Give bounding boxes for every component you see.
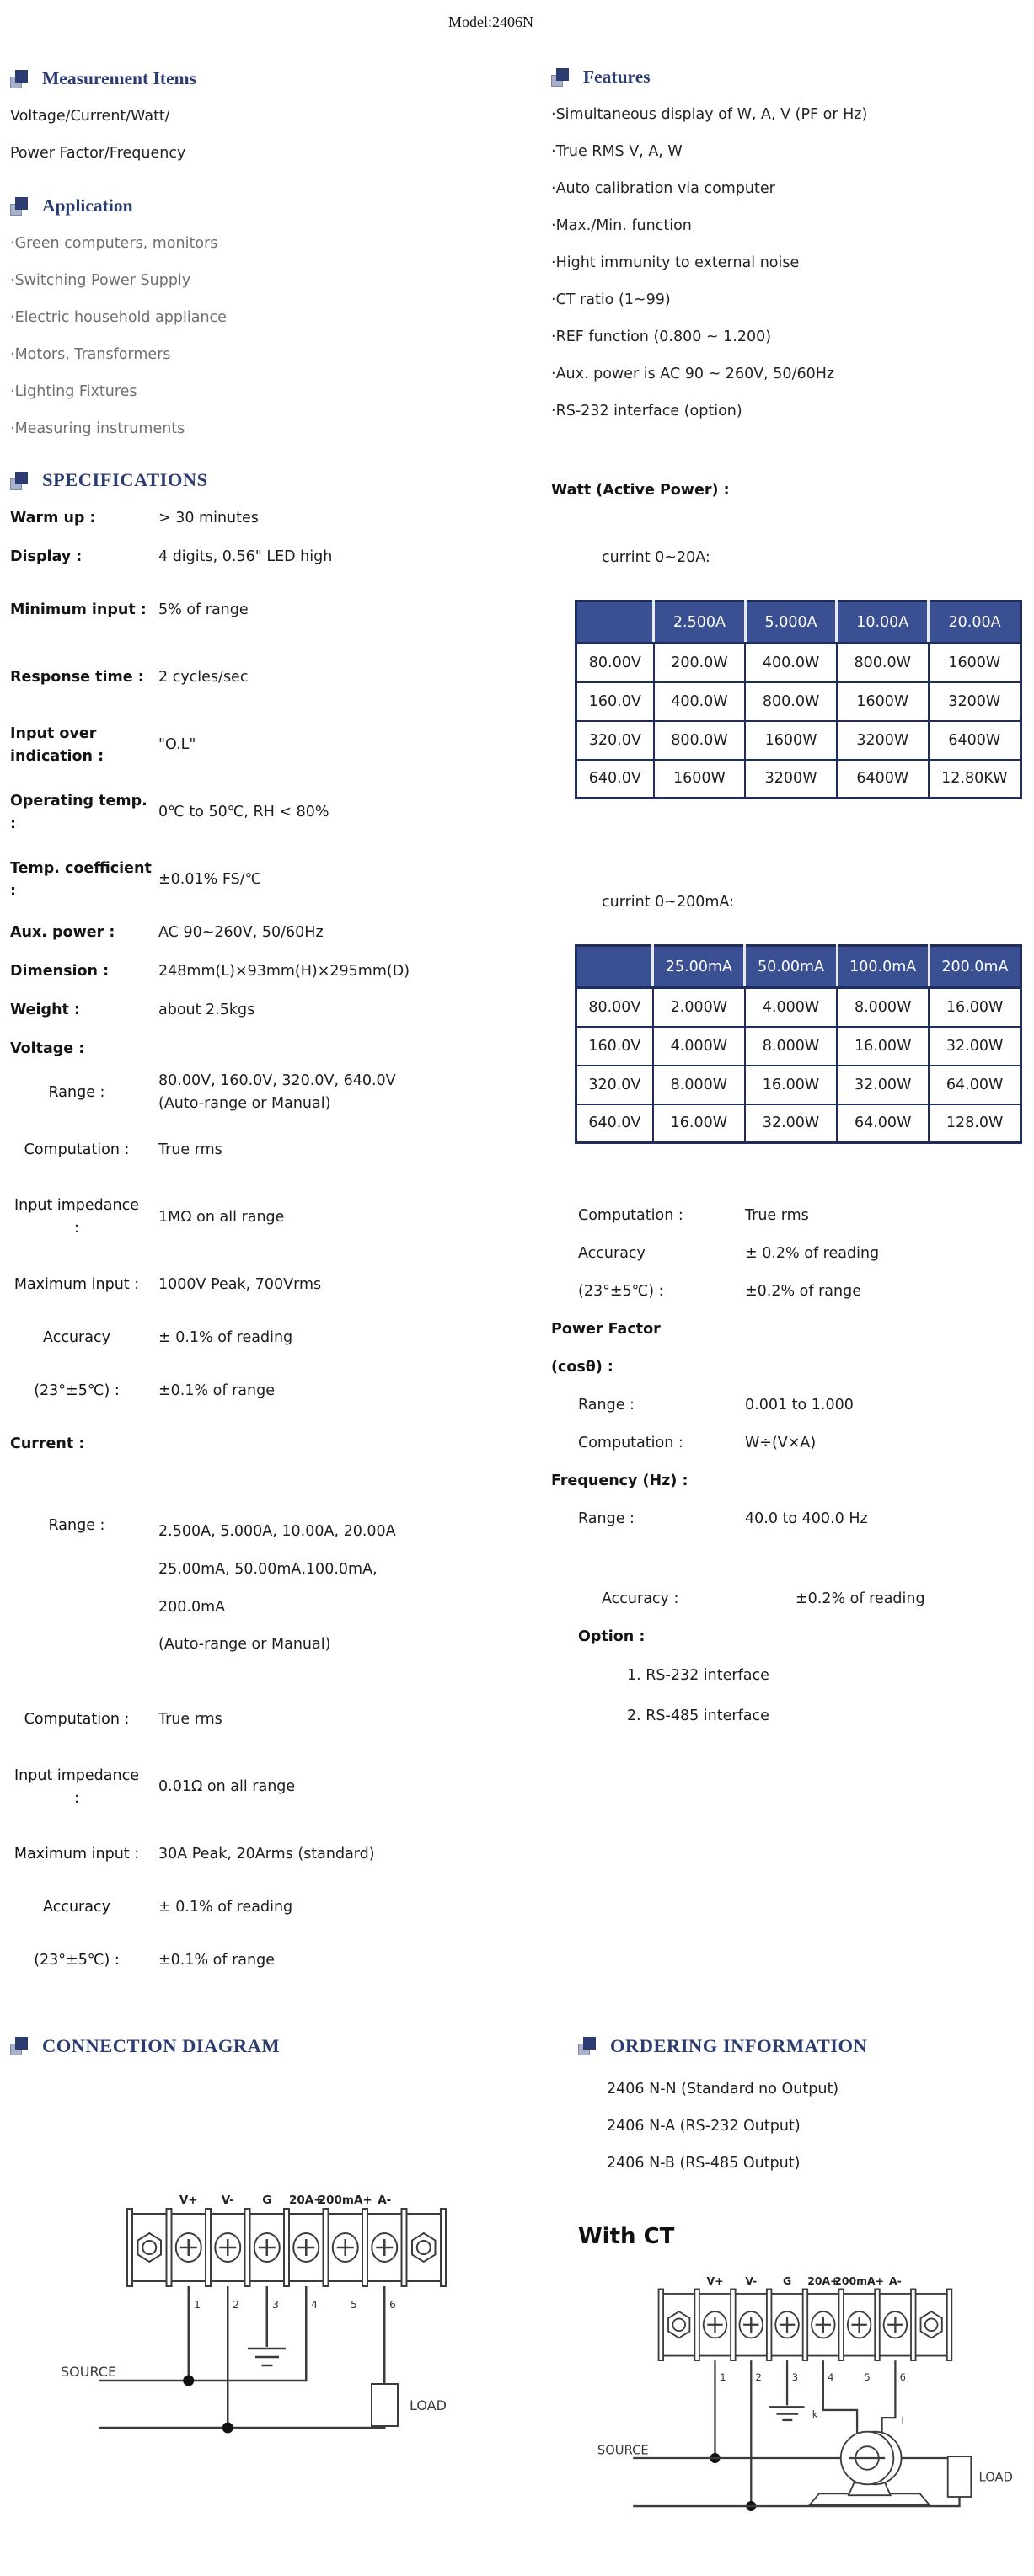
table-header: 20.00A	[929, 601, 1021, 644]
watt-temp-row: (23°±5℃) : ±0.2% of range	[578, 1282, 862, 1300]
table-row: 80.00V 200.0W 400.0W 800.0W 1600W	[576, 644, 1021, 682]
section-square-icon	[10, 471, 29, 490]
ct-transformer	[810, 2431, 930, 2504]
connection-diagram-heading	[10, 2035, 531, 2057]
left-column	[10, 67, 531, 1995]
table-row: 320.0V 8.000W 16.00W 32.00W 64.00W	[576, 1066, 1021, 1104]
with-ct-title: With CT	[578, 2223, 675, 2249]
section-specifications	[10, 469, 531, 1995]
hex-nut-icon	[668, 2311, 689, 2338]
watt-table-20a	[575, 600, 1022, 799]
measurement-line: Power Factor/Frequency	[10, 145, 186, 162]
measurement-items-heading	[10, 68, 531, 89]
feature-item: ·REF function (0.800 ~ 1.200)	[551, 329, 772, 345]
spec-row-current-computation: Computation : True rms	[24, 1711, 222, 1729]
spec-row-voltage-range: Range : 80.00V, 160.0V, 320.0V, 640.0V (Auto-range or Manual)	[48, 1072, 396, 1113]
spec-row-current-accuracy: Accuracy ± 0.1% of reading	[43, 1899, 293, 1916]
spec-row-current-impedance: Input impedance : 0.01Ω on all range	[14, 1766, 296, 1807]
screw-terminal-icon	[848, 2311, 871, 2338]
spec-row-weight: Weight : about 2.5kgs	[10, 1002, 255, 1019]
spec-row-current: Current :	[10, 1435, 85, 1452]
screw-terminal-icon	[176, 2233, 201, 2262]
ct-l-label: l	[901, 2414, 904, 2427]
terminal-label: 200mA+	[834, 2274, 885, 2287]
watt-table-200ma	[575, 944, 1022, 1144]
pin-number: 4	[828, 2370, 834, 2383]
spec-row-minimum-input: Minimum input : 5% of range	[10, 601, 249, 619]
screw-terminal-icon	[215, 2233, 240, 2262]
section-square-icon	[578, 2036, 597, 2055]
table-row: 640.0V 16.00W 32.00W 64.00W 128.0W	[576, 1104, 1021, 1143]
spec-table	[10, 500, 531, 1995]
spec-row-voltage-computation: Computation : True rms	[24, 1141, 222, 1158]
pin-number: 1	[194, 2297, 201, 2311]
screw-terminal-icon	[372, 2233, 397, 2262]
section-measurement-items	[10, 68, 531, 172]
spec-row-voltage-max-input: Maximum input : 1000V Peak, 700Vrms	[13, 1275, 322, 1293]
watt-details	[551, 1196, 1022, 1736]
feature-item: ·Simultaneous display of W, A, V (PF or Hz)	[551, 106, 868, 123]
table-row: 80.00V 2.000W 4.000W 8.000W 16.00W	[576, 988, 1021, 1027]
ordering-item: 2406 N-B (RS-485 Output)	[607, 2154, 801, 2172]
power-factor-title: Power Factor	[551, 1320, 661, 1338]
section-square-icon	[10, 69, 29, 88]
application-item: ·Lighting Fixtures	[10, 383, 137, 400]
pin-number: 6	[389, 2297, 396, 2311]
application-title: Application	[42, 195, 133, 216]
feature-item: ·Auto calibration via computer	[551, 180, 775, 197]
spec-row-input-over: Input over indication : "O.L"	[10, 724, 196, 765]
feature-item: ·Max./Min. function	[551, 217, 692, 234]
freq-range-row: Range : 40.0 to 400.0 Hz	[578, 1510, 868, 1527]
table-header: 200.0mA	[929, 946, 1021, 988]
ct-k-label: k	[812, 2408, 818, 2420]
table-row: 160.0V 4.000W 8.000W 16.00W 32.00W	[576, 1027, 1021, 1066]
hex-nut-icon	[138, 2233, 162, 2262]
screw-terminal-icon	[293, 2233, 319, 2262]
measurement-line: Voltage/Current/Watt/	[10, 108, 170, 125]
spec-row-current-temp: (23°±5℃) : ±0.1% of range	[34, 1952, 276, 1969]
freq-accuracy-row: Accuracy : ±0.2% of reading	[602, 1590, 925, 1607]
terminal-label: 20A+	[807, 2274, 839, 2287]
application-item: ·Motors, Transformers	[10, 346, 171, 363]
ct-connection-diagram	[587, 2264, 1034, 2542]
specifications-title: SPECIFICATIONS	[42, 469, 208, 490]
ct-diagram-content	[597, 2274, 1013, 2511]
application-item: ·Electric household appliance	[10, 309, 227, 326]
spec-row-operating-temp: Operating temp. : 0℃ to 50℃, RH < 80%	[10, 792, 329, 832]
spec-row-current-max-input: Maximum input : 30A Peak, 20Arms (standard)	[13, 1846, 375, 1863]
table-header-blank	[576, 601, 654, 644]
table1-caption: currint 0~20A:	[602, 549, 710, 566]
screw-terminal-icon	[812, 2311, 835, 2338]
section-features	[551, 67, 1022, 430]
spec-row-dimension: Dimension : 248mm(L)×93mm(H)×295mm(D)	[10, 963, 410, 981]
pf-computation-row: Computation : W÷(V×A)	[578, 1434, 817, 1451]
spec-row-display: Display : 4 digits, 0.56" LED high	[10, 548, 333, 566]
pin-number: 4	[311, 2297, 318, 2311]
pin-number: 3	[272, 2297, 279, 2311]
table-row: 320.0V 800.0W 1600W 3200W 6400W	[576, 721, 1021, 760]
table-row: 160.0V 400.0W 800.0W 1600W 3200W	[576, 682, 1021, 721]
ground-symbol	[769, 2360, 804, 2420]
feature-item: ·True RMS V, A, W	[551, 143, 683, 160]
source-label: SOURCE	[61, 2363, 117, 2380]
table-header: 2.500A	[654, 601, 746, 644]
features-heading	[551, 67, 1022, 88]
application-item: ·Switching Power Supply	[10, 272, 191, 289]
section-connection-diagram	[10, 2035, 531, 2468]
table-header: 10.00A	[837, 601, 929, 644]
watt-section-title: Watt (Active Power) :	[551, 482, 730, 499]
features-title: Features	[583, 67, 651, 87]
terminal-label: A-	[378, 2193, 392, 2207]
screw-terminal-icon	[775, 2311, 799, 2338]
specifications-heading	[10, 469, 531, 491]
load-label: LOAD	[410, 2397, 447, 2413]
power-factor-subtitle: (cosθ) :	[551, 1358, 613, 1376]
application-item: ·Green computers, monitors	[10, 235, 218, 252]
ordering-information-heading	[578, 2035, 1034, 2057]
table-header: 50.00mA	[745, 946, 837, 988]
screw-terminal-icon	[704, 2311, 727, 2338]
frequency-title: Frequency (Hz) :	[551, 1472, 688, 1489]
table-header: 100.0mA	[837, 946, 929, 988]
ground-symbol	[248, 2286, 286, 2365]
spec-row-temp-coefficient: Temp. coefficient : ±0.01% FS/℃	[10, 859, 262, 900]
feature-item: ·Aux. power is AC 90 ~ 260V, 50/60Hz	[551, 366, 835, 382]
right-column	[531, 67, 1022, 1736]
terminal-block	[127, 2209, 446, 2286]
terminal-label: V-	[745, 2274, 758, 2287]
connection-diagram-title: CONNECTION DIAGRAM	[42, 2034, 281, 2056]
feature-item: ·CT ratio (1~99)	[551, 291, 671, 308]
table-header-blank	[576, 946, 653, 988]
pin-number: 6	[899, 2370, 907, 2383]
load-label: LOAD	[978, 2470, 1013, 2485]
wiring	[633, 2360, 971, 2511]
page-title: Model:2406N	[448, 13, 533, 30]
screw-terminal-icon	[333, 2233, 358, 2262]
feature-item: ·RS-232 interface (option)	[551, 403, 742, 420]
table-header: 5.000A	[745, 601, 837, 644]
source-label: SOURCE	[597, 2443, 649, 2458]
pin-number: 2	[755, 2370, 762, 2383]
screw-terminal-icon	[884, 2311, 908, 2338]
connection-diagram	[49, 2182, 521, 2468]
table2-caption: currint 0~200mA:	[602, 894, 734, 911]
section-square-icon	[10, 196, 29, 216]
spec-row-voltage: Voltage :	[10, 1040, 85, 1058]
terminal-label: G	[782, 2274, 792, 2287]
hex-nut-icon	[921, 2311, 942, 2338]
terminal-label: V+	[179, 2193, 198, 2207]
ordering-item: 2406 N-N (Standard no Output)	[607, 2080, 839, 2098]
pf-range-row: Range : 0.001 to 1.000	[578, 1396, 854, 1414]
application-heading	[10, 195, 531, 216]
spec-row-voltage-temp: (23°±5℃) : ±0.1% of range	[34, 1382, 276, 1399]
watt-accuracy-row: Accuracy ± 0.2% of reading	[578, 1244, 880, 1262]
pin-number: 5	[351, 2297, 357, 2311]
load-box	[372, 2384, 398, 2426]
terminal-label: V+	[706, 2274, 724, 2287]
load-box	[948, 2456, 972, 2497]
spec-row-voltage-accuracy: Accuracy ± 0.1% of reading	[43, 1328, 293, 1346]
feature-item: ·Hight immunity to external noise	[551, 254, 800, 271]
spec-row-response-time: Response time : 2 cycles/sec	[10, 669, 249, 687]
pin-number: 1	[720, 2370, 726, 2383]
terminal-label: A-	[889, 2274, 902, 2287]
pin-number: 5	[864, 2370, 871, 2383]
table-row: 640.0V 1600W 3200W 6400W 12.80KW	[576, 760, 1021, 799]
spec-row-aux-power: Aux. power : AC 90~260V, 50/60Hz	[10, 924, 324, 942]
option-item: 1. RS-232 interface	[627, 1667, 769, 1684]
terminal-label: 200mA+	[318, 2193, 372, 2207]
option-item: 2. RS-485 interface	[627, 1708, 769, 1724]
option-title: Option :	[578, 1627, 646, 1645]
section-application	[10, 195, 531, 447]
pin-number: 3	[791, 2370, 799, 2383]
spec-row-warm-up: Warm up : > 30 minutes	[10, 510, 259, 527]
screw-terminal-icon	[739, 2311, 763, 2338]
watt-computation-row: Computation : True rms	[578, 1206, 809, 1224]
spec-row-current-range: Range : 2.500A, 5.000A, 10.00A, 20.00A 25.00mA, 50.00mA,100.0mA, 200.0mA (Auto-range or Manual)	[48, 1517, 396, 1654]
section-square-icon	[551, 67, 570, 87]
ordering-information-title: ORDERING INFORMATION	[610, 2034, 868, 2056]
terminal-label: G	[262, 2193, 272, 2207]
hex-nut-icon	[412, 2233, 436, 2262]
table-header: 25.00mA	[653, 946, 745, 988]
terminal-label: 20A+	[288, 2193, 324, 2207]
screw-terminal-icon	[254, 2233, 280, 2262]
pin-number: 2	[233, 2297, 239, 2311]
application-item: ·Measuring instruments	[10, 420, 185, 437]
terminal-block	[659, 2289, 952, 2360]
section-ordering-information	[531, 2035, 1034, 2542]
spec-row-voltage-impedance: Input impedance : 1MΩ on all range	[14, 1197, 285, 1237]
measurement-items-title: Measurement Items	[42, 68, 196, 88]
terminal-label: V-	[221, 2193, 234, 2207]
ordering-item: 2406 N-A (RS-232 Output)	[607, 2117, 801, 2135]
section-square-icon	[10, 2036, 29, 2055]
